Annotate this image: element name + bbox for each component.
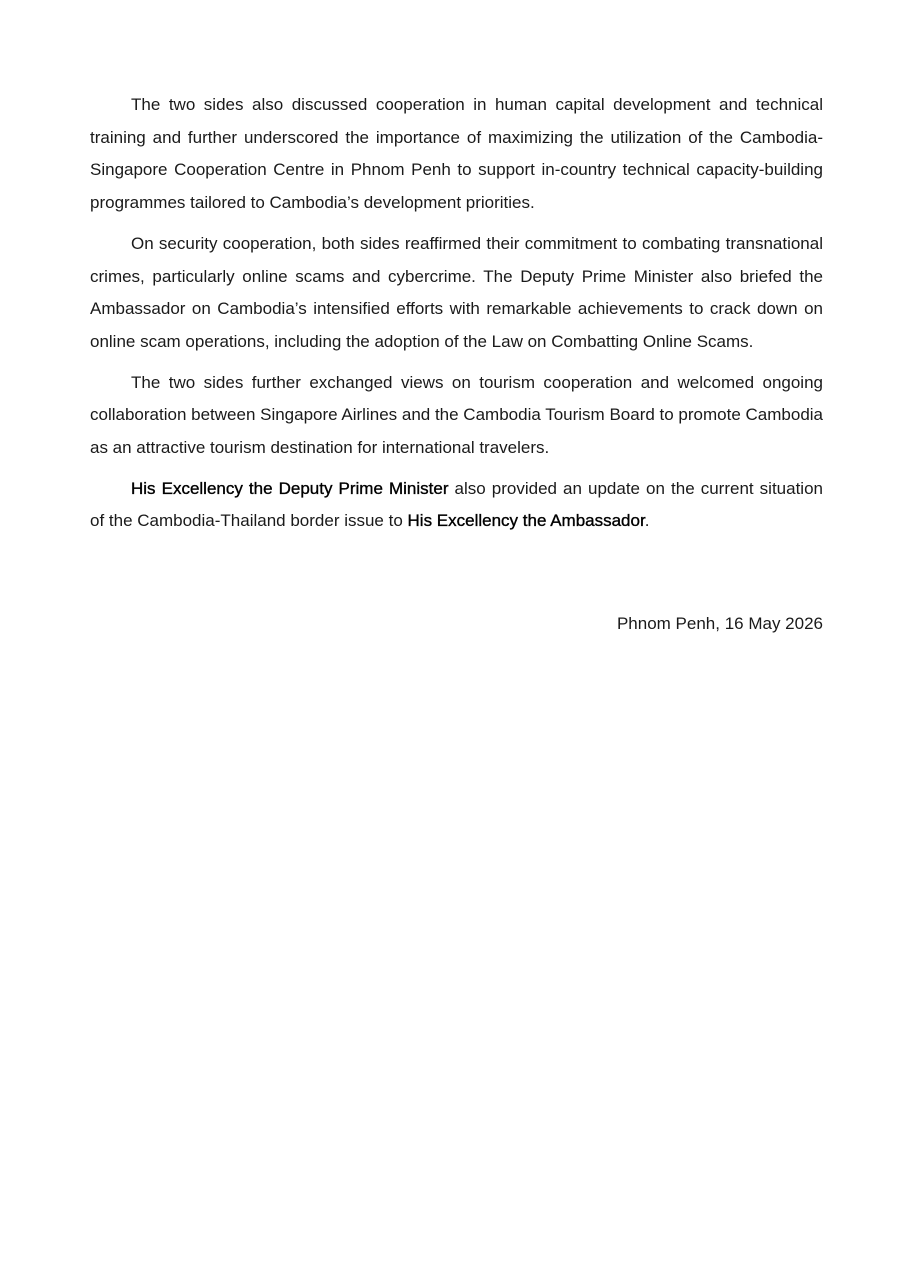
- border-update-end: .: [644, 511, 650, 531]
- paragraph-tourism-cooperation: The two sides further exchanged views on tourism cooperation and welcomed ongoing collaboration between Singapore Airlines and the Cambodia Tourism Board to promote Cambodia as an attractive tourism destination for international travelers.: [90, 372, 824, 458]
- press-release-body: [90, 89, 823, 546]
- paragraph-border-update: [90, 473, 823, 538]
- border-update-text: also provided an update on the current situation of the Cambodia-Thailand border issue to: [90, 478, 823, 531]
- paragraph-human-capital: The two sides also discussed cooperation in human capital development and technical training and further underscored the importance of maximizing the utilization of the Cambodia-Singapore Cooperation Centre in Phnom Penh to support in-country technical capacity-building programmes tailored to Cambodia’s development priorities.: [90, 95, 823, 213]
- honorific-deputy-prime-minister: His Excellency the Deputy Prime Minister: [131, 478, 449, 498]
- dateline: Phnom Penh, 16 May 2026: [616, 614, 823, 633]
- paragraph-security-cooperation: On security cooperation, both sides reaffirmed their commitment to combating transnational crimes, particularly online scams and cybercrime. The Deputy Prime Minister also briefed the Ambassador on Cambodia’s intensified efforts with remarkable achievements to crack down on online scam operations, including the adoption of the Law on Combatting Online Scams.: [90, 233, 823, 351]
- honorific-ambassador: His Excellency the Ambassador: [407, 511, 645, 531]
